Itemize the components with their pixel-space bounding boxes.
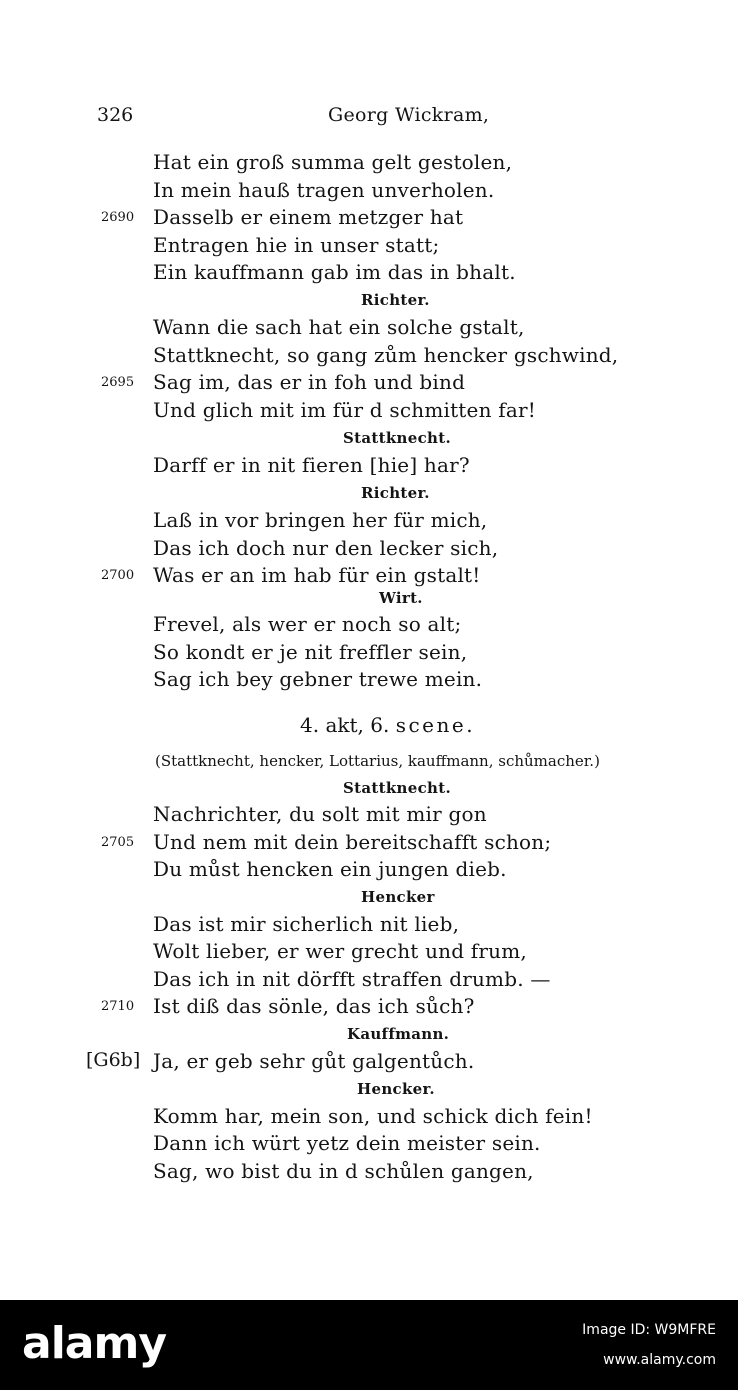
site-url: www.alamy.com bbox=[603, 1352, 716, 1368]
speaker-label: Kauffmann. bbox=[347, 1025, 450, 1043]
speaker-label: Wirt. bbox=[379, 589, 423, 607]
line-number: 2695 bbox=[101, 375, 135, 390]
scene-heading bbox=[300, 713, 475, 737]
verse-line: Das ich doch nur den lecker sich, bbox=[153, 536, 499, 560]
verse-line: Frevel, als wer er noch so alt; bbox=[153, 612, 462, 636]
verse-line: Dasselb er einem metzger hat bbox=[153, 205, 464, 229]
verse-line: Wolt lieber, er wer grecht und frum, bbox=[153, 939, 527, 963]
verse-line: Dann ich würt yetz dein meister sein. bbox=[153, 1131, 541, 1155]
verse-line: Komm har, mein son, und schick dich fein! bbox=[153, 1104, 593, 1128]
line-number: 2705 bbox=[101, 835, 135, 850]
verse-line: Laß in vor bringen her für mich, bbox=[153, 508, 488, 532]
verse-line: Ja, er geb sehr gůt galgentůch. bbox=[153, 1049, 475, 1073]
watermark-logo: alamy bbox=[22, 1318, 166, 1369]
verse-line: Was er an im hab für ein gstalt! bbox=[153, 563, 481, 587]
watermark-banner bbox=[0, 1300, 738, 1390]
speaker-label: Richter. bbox=[361, 291, 430, 309]
stage-direction: (Stattknecht, hencker, Lottarius, kauffmann, schůmacher.) bbox=[155, 752, 600, 770]
speaker-label: Richter. bbox=[361, 484, 430, 502]
verse-line: Sag ich bey gebner trewe mein. bbox=[153, 667, 483, 691]
page-number: 326 bbox=[97, 104, 134, 126]
verse-line: Darff er in nit fieren [hie] har? bbox=[153, 453, 470, 477]
verse-line: In mein hauß tragen unverholen. bbox=[153, 178, 495, 202]
speaker-label: Hencker. bbox=[357, 1080, 435, 1098]
line-number: 2710 bbox=[101, 999, 135, 1014]
verse-line: Sag, wo bist du in d schůlen gangen, bbox=[153, 1159, 534, 1183]
verse-line: Und glich mit im für d schmitten far! bbox=[153, 398, 536, 422]
verse-line: So kondt er je nit freffler sein, bbox=[153, 640, 468, 664]
speaker-label: Hencker bbox=[361, 888, 435, 906]
verse-line: Wann die sach hat ein solche gstalt, bbox=[153, 315, 525, 339]
signature-label: [G6b] bbox=[86, 1049, 141, 1071]
verse-line: Entragen hie in unser statt; bbox=[153, 233, 440, 257]
line-number: 2700 bbox=[101, 568, 135, 583]
verse-line: Ein kauffmann gab im das in bhalt. bbox=[153, 260, 516, 284]
scene-heading-word: scene. bbox=[395, 713, 476, 737]
verse-line: Hat ein groß summa gelt gestolen, bbox=[153, 150, 513, 174]
scene-heading-act: 4. akt, 6. bbox=[300, 713, 390, 737]
line-number: 2690 bbox=[101, 210, 135, 225]
verse-line: Das ich in nit dörfft straffen drumb. — bbox=[153, 967, 551, 991]
verse-line: Nachrichter, du solt mit mir gon bbox=[153, 802, 487, 826]
verse-line: Das ist mir sicherlich nit lieb, bbox=[153, 912, 460, 936]
verse-line: Stattknecht, so gang zům hencker gschwind, bbox=[153, 343, 619, 367]
verse-line: Und nem mit dein bereitschafft schon; bbox=[153, 830, 552, 854]
speaker-label: Stattknecht. bbox=[343, 429, 451, 447]
verse-line: Ist diß das sönle, das ich sůch? bbox=[153, 994, 475, 1018]
verse-line: Du můst hencken ein jungen dieb. bbox=[153, 857, 507, 881]
running-head: Georg Wickram, bbox=[328, 104, 490, 126]
verse-line: Sag im, das er in foh und bind bbox=[153, 370, 466, 394]
speaker-label: Stattknecht. bbox=[343, 779, 451, 797]
image-id-label: Image ID: W9MFRE bbox=[582, 1322, 716, 1338]
